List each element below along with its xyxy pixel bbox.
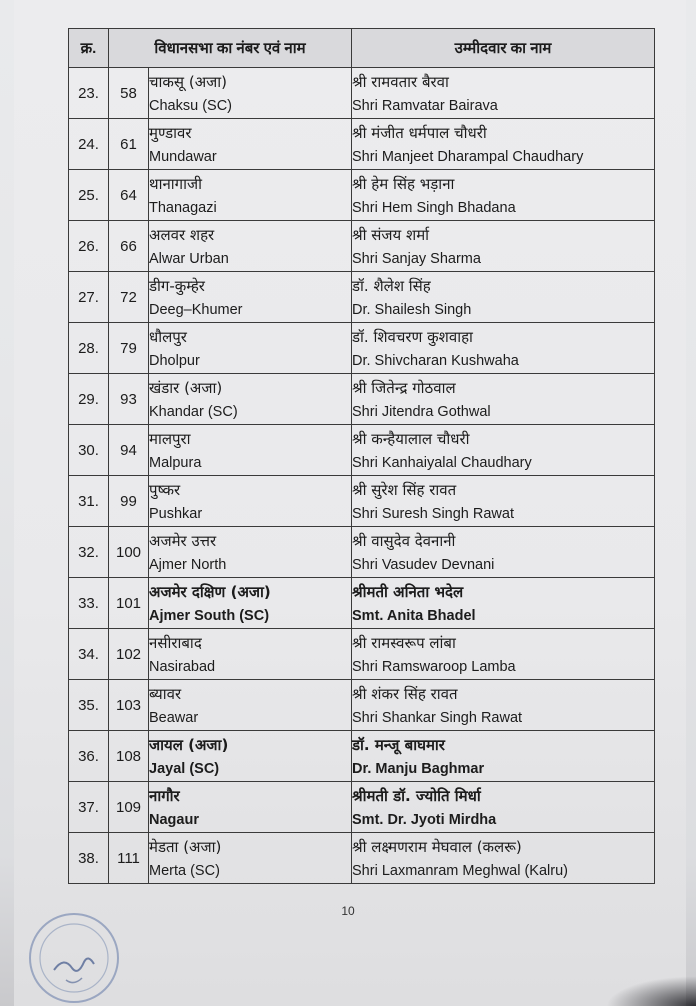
constituency-name-english: Nagaur (149, 812, 199, 828)
constituency-number: 101 (109, 578, 149, 629)
serial-cell: 31. (69, 476, 109, 527)
constituency-number: 108 (109, 731, 149, 782)
constituency-name-english: Thanagazi (149, 200, 217, 216)
table-row (69, 731, 655, 782)
candidate-name-hindi: श्री रामवतार बैरवा (352, 73, 449, 91)
constituency-name-cell (149, 629, 352, 680)
candidate-name-english: Shri Ramswaroop Lamba (352, 659, 516, 675)
candidate-name-english: Shri Sanjay Sharma (352, 251, 481, 267)
constituency-number: 66 (109, 221, 149, 272)
candidate-name-hindi: श्री जितेन्द्र गोठवाल (352, 379, 456, 397)
candidate-name-hindi: श्रीमती अनिता भदेल (352, 583, 464, 601)
candidate-name-cell (352, 272, 655, 323)
serial-cell: 35. (69, 680, 109, 731)
candidate-name-hindi: डॉ. शैलेश सिंह (352, 277, 431, 295)
candidate-table (68, 28, 655, 884)
constituency-name-hindi: अजमेर उत्तर (149, 532, 217, 550)
candidate-name-cell (352, 527, 655, 578)
constituency-name-cell (149, 680, 352, 731)
constituency-name-english: Dholpur (149, 353, 200, 369)
candidate-name-cell (352, 374, 655, 425)
constituency-number: 102 (109, 629, 149, 680)
constituency-name-cell (149, 323, 352, 374)
table-row (69, 680, 655, 731)
candidate-name-cell (352, 629, 655, 680)
candidate-name-hindi: श्री हेम सिंह भड़ाना (352, 175, 455, 193)
constituency-name-cell (149, 578, 352, 629)
constituency-name-english: Chaksu (SC) (149, 98, 232, 114)
constituency-name-cell (149, 425, 352, 476)
serial-cell: 34. (69, 629, 109, 680)
table-row (69, 68, 655, 119)
constituency-name-hindi: जायल (अजा) (149, 736, 229, 754)
candidate-name-hindi: श्रीमती डॉ. ज्योति मिर्धा (352, 787, 481, 805)
serial-cell: 27. (69, 272, 109, 323)
candidate-name-cell (352, 425, 655, 476)
serial-cell: 38. (69, 833, 109, 884)
constituency-number: 72 (109, 272, 149, 323)
constituency-name-english: Pushkar (149, 506, 203, 522)
constituency-name-cell (149, 170, 352, 221)
serial-cell: 28. (69, 323, 109, 374)
constituency-name-hindi: चाकसू (अजा) (149, 73, 228, 91)
serial-cell: 30. (69, 425, 109, 476)
candidate-name-cell (352, 119, 655, 170)
candidate-name-english: Shri Manjeet Dharampal Chaudhary (352, 149, 584, 165)
serial-cell: 23. (69, 68, 109, 119)
table-header-row (69, 29, 655, 68)
candidate-name-english: Shri Jitendra Gothwal (352, 404, 491, 420)
constituency-name-hindi: मेडता (अजा) (149, 838, 222, 856)
table-row (69, 323, 655, 374)
constituency-number: 103 (109, 680, 149, 731)
constituency-number: 99 (109, 476, 149, 527)
seal-stamp-icon (26, 910, 122, 1006)
serial-cell: 36. (69, 731, 109, 782)
candidate-name-cell (352, 833, 655, 884)
candidate-name-hindi: श्री लक्ष्मणराम मेघवाल (कलरू) (352, 838, 522, 856)
candidate-name-cell (352, 680, 655, 731)
candidate-name-cell (352, 221, 655, 272)
candidate-name-hindi: श्री सुरेश सिंह रावत (352, 481, 457, 499)
constituency-number: 61 (109, 119, 149, 170)
candidate-name-english: Shri Ramvatar Bairava (352, 98, 498, 114)
table-row (69, 578, 655, 629)
constituency-name-hindi: ब्यावर (149, 685, 182, 703)
constituency-name-cell (149, 527, 352, 578)
candidate-name-cell (352, 323, 655, 374)
serial-cell: 25. (69, 170, 109, 221)
constituency-name-cell (149, 68, 352, 119)
constituency-name-cell (149, 476, 352, 527)
table-row (69, 272, 655, 323)
constituency-name-cell (149, 272, 352, 323)
serial-cell: 26. (69, 221, 109, 272)
candidate-name-english: Shri Kanhaiyalal Chaudhary (352, 455, 532, 471)
candidate-name-english: Dr. Manju Baghmar (352, 761, 485, 777)
constituency-number: 100 (109, 527, 149, 578)
header-candidate: उम्मीदवार का नाम (352, 29, 655, 68)
constituency-name-cell (149, 731, 352, 782)
constituency-number: 111 (109, 833, 149, 884)
candidate-name-hindi: डॉ. मन्जू बाघमार (352, 736, 445, 754)
constituency-number: 94 (109, 425, 149, 476)
candidate-name-cell (352, 731, 655, 782)
table-row (69, 221, 655, 272)
constituency-name-hindi: मालपुरा (149, 430, 191, 448)
constituency-name-english: Mundawar (149, 149, 217, 165)
constituency-name-english: Malpura (149, 455, 202, 471)
candidate-name-cell (352, 476, 655, 527)
constituency-name-hindi: अजमेर दक्षिण (अजा) (149, 583, 271, 601)
constituency-number: 93 (109, 374, 149, 425)
candidate-name-cell (352, 68, 655, 119)
header-serial: क्र. (69, 29, 109, 68)
constituency-number: 109 (109, 782, 149, 833)
candidate-name-hindi: श्री कन्हैयालाल चौधरी (352, 430, 470, 448)
corner-shadow (606, 976, 696, 1006)
table-row (69, 119, 655, 170)
constituency-name-hindi: मुण्डावर (149, 124, 192, 142)
page-number: 10 (341, 904, 355, 918)
constituency-name-hindi: धौलपुर (149, 328, 187, 346)
constituency-name-hindi: खंडार (अजा) (149, 379, 223, 397)
candidate-name-english: Shri Shankar Singh Rawat (352, 710, 523, 726)
table-row (69, 170, 655, 221)
table-row (69, 374, 655, 425)
constituency-name-english: Khandar (SC) (149, 404, 238, 420)
constituency-name-cell (149, 833, 352, 884)
table-row (69, 425, 655, 476)
serial-cell: 32. (69, 527, 109, 578)
constituency-number: 64 (109, 170, 149, 221)
constituency-name-cell (149, 221, 352, 272)
candidate-name-english: Smt. Anita Bhadel (352, 608, 476, 624)
constituency-name-hindi: नसीराबाद (149, 634, 202, 652)
constituency-name-hindi: डीग-कुम्हेर (149, 277, 205, 295)
candidate-name-hindi: श्री वासुदेव देवनानी (352, 532, 456, 550)
table-row (69, 833, 655, 884)
constituency-name-english: Alwar Urban (149, 251, 229, 267)
constituency-name-hindi: अलवर शहर (149, 226, 215, 244)
candidate-name-hindi: श्री रामस्वरूप लांबा (352, 634, 456, 652)
candidate-name-english: Shri Laxmanram Meghwal (Kalru) (352, 863, 568, 879)
table-row (69, 527, 655, 578)
candidate-name-cell (352, 782, 655, 833)
constituency-name-hindi: थानागाजी (149, 175, 203, 193)
serial-cell: 24. (69, 119, 109, 170)
candidate-name-hindi: श्री शंकर सिंह रावत (352, 685, 458, 703)
table-row (69, 476, 655, 527)
candidate-name-english: Shri Suresh Singh Rawat (352, 506, 514, 522)
candidate-name-english: Smt. Dr. Jyoti Mirdha (352, 812, 497, 828)
candidate-name-english: Shri Hem Singh Bhadana (352, 200, 516, 216)
constituency-name-cell (149, 119, 352, 170)
table-row (69, 629, 655, 680)
candidate-name-english: Dr. Shivcharan Kushwaha (352, 353, 519, 369)
serial-cell: 33. (69, 578, 109, 629)
candidate-name-cell (352, 578, 655, 629)
constituency-number: 58 (109, 68, 149, 119)
serial-cell: 37. (69, 782, 109, 833)
constituency-name-english: Merta (SC) (149, 863, 220, 879)
constituency-name-english: Deeg–Khumer (149, 302, 243, 318)
constituency-name-english: Jayal (SC) (149, 761, 220, 777)
constituency-name-english: Ajmer North (149, 557, 227, 573)
candidate-name-cell (352, 170, 655, 221)
constituency-name-english: Ajmer South (SC) (149, 608, 270, 624)
constituency-name-cell (149, 374, 352, 425)
constituency-name-english: Nasirabad (149, 659, 216, 675)
serial-cell: 29. (69, 374, 109, 425)
candidate-name-english: Dr. Shailesh Singh (352, 302, 472, 318)
constituency-name-cell (149, 782, 352, 833)
candidate-name-english: Shri Vasudev Devnani (352, 557, 495, 573)
constituency-name-hindi: नागौर (149, 787, 180, 805)
candidate-name-hindi: श्री संजय शर्मा (352, 226, 430, 244)
table-row (69, 782, 655, 833)
constituency-name-english: Beawar (149, 710, 199, 726)
candidate-name-hindi: श्री मंजीत धर्मपाल चौधरी (352, 124, 487, 142)
candidate-name-hindi: डॉ. शिवचरण कुशवाहा (352, 328, 473, 346)
constituency-number: 79 (109, 323, 149, 374)
constituency-name-hindi: पुष्कर (149, 481, 181, 499)
header-constituency: विधानसभा का नंबर एवं नाम (109, 29, 352, 68)
